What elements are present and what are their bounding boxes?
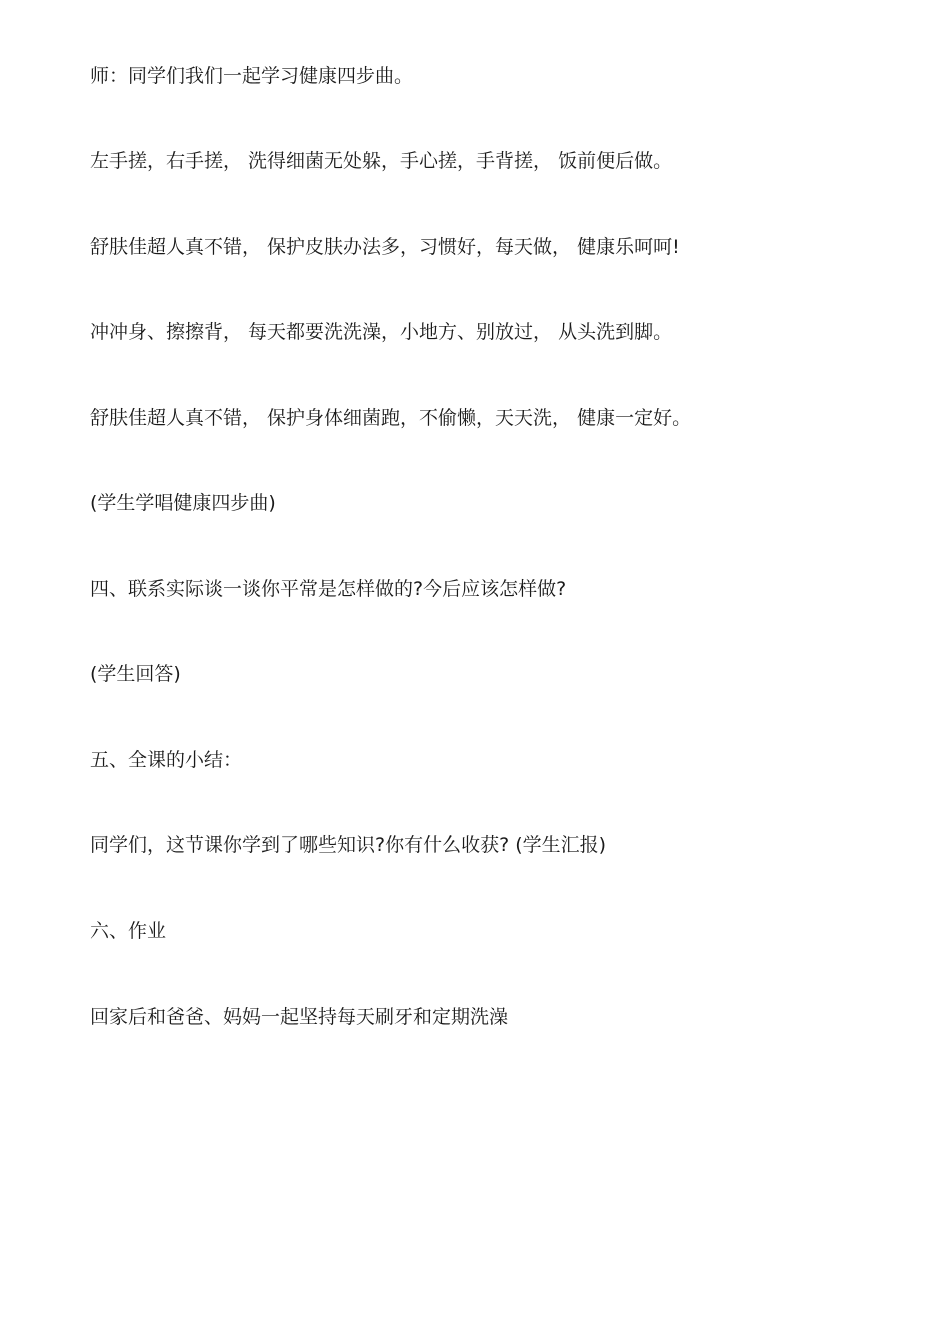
song-verse-line-3: 冲冲身、擦擦背， 每天都要洗洗澡，小地方、别放过， 从头洗到脚。 (90, 321, 673, 343)
section-four-heading: 四、联系实际谈一谈你平常是怎样做的?今后应该怎样做? (90, 578, 567, 600)
song-verse-line-1: 左手搓，右手搓， 洗得细菌无处躲，手心搓，手背搓， 饭前便后做。 (90, 150, 673, 172)
section-six-heading: 六、作业 (90, 920, 167, 942)
song-verse-line-2: 舒肤佳超人真不错， 保护皮肤办法多，习惯好，每天做， 健康乐呵呵! (90, 236, 680, 258)
section-five-heading: 五、全课的小结： (90, 749, 243, 771)
homework-line: 回家后和爸爸、妈妈一起坚持每天刷牙和定期洗澡 (90, 1006, 509, 1028)
summary-question-line: 同学们，这节课你学到了哪些知识?你有什么收获? (学生汇报) (90, 834, 607, 856)
teacher-intro-line: 师：同学们我们一起学习健康四步曲。 (90, 65, 414, 87)
song-verse-line-4: 舒肤佳超人真不错， 保护身体细菌跑，不偷懒，天天洗， 健康一定好。 (90, 407, 692, 429)
student-activity-note-1: (学生学唱健康四步曲) (90, 492, 276, 514)
student-activity-note-2: (学生回答) (90, 663, 181, 685)
